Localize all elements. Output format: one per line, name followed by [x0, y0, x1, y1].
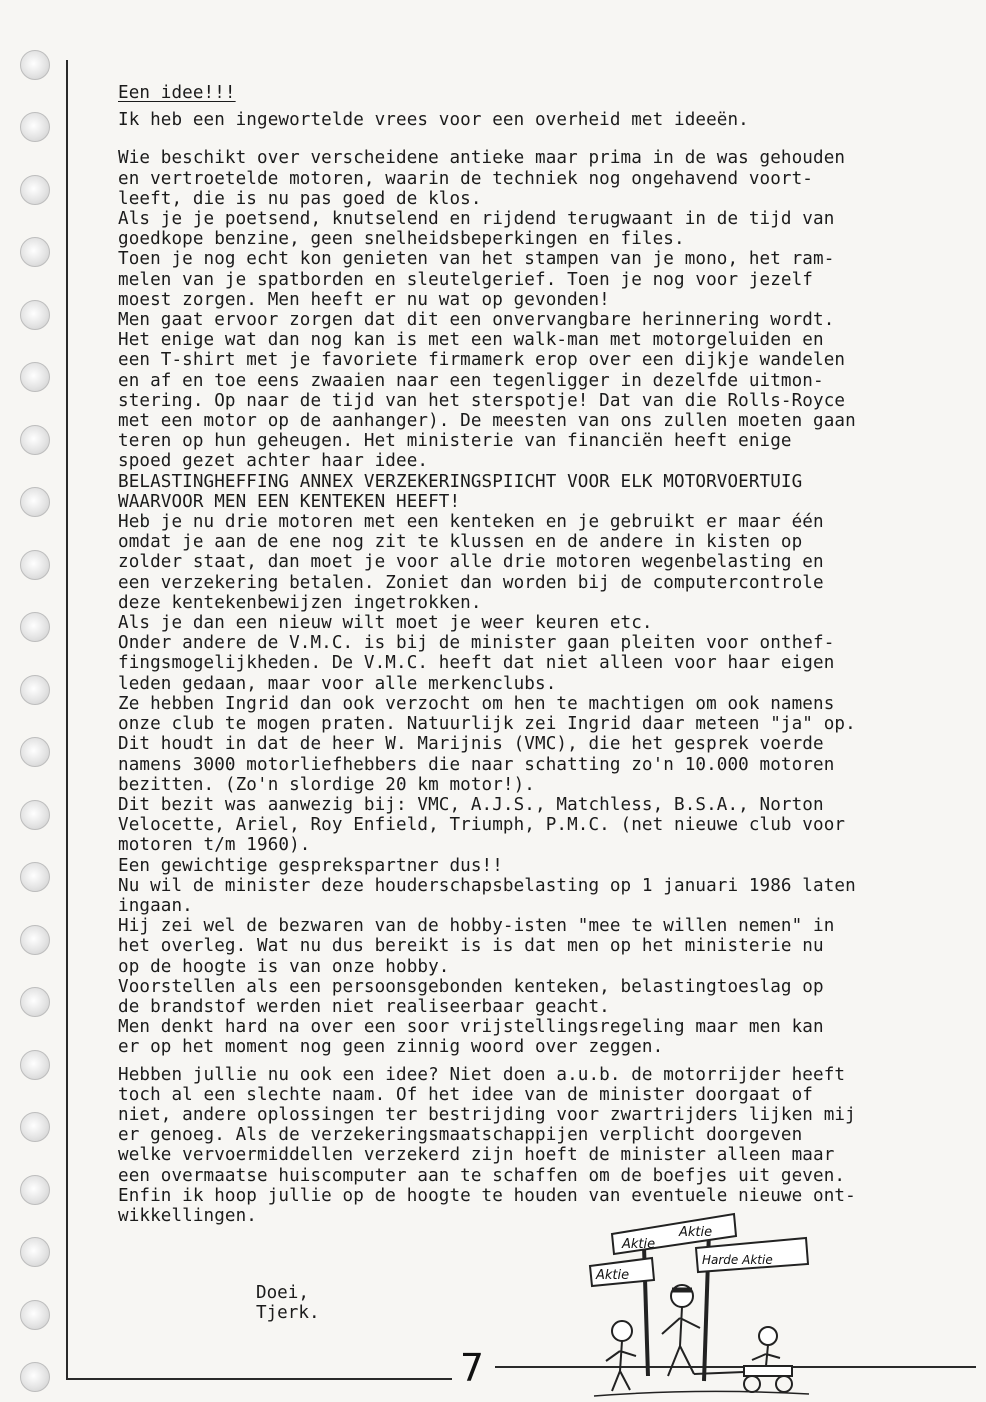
text-line: met een motor op de aanhanger). De meesten van ons zullen moeten gaan — [118, 411, 856, 432]
binder-hole — [20, 925, 50, 955]
binder-hole — [20, 1300, 50, 1330]
text-line: zolder staat, dan moet je voor alle drie motoren wegenbelasting en — [118, 552, 824, 573]
text-line: een overmaatse huiscomputer aan te schaffen om de boefjes uit geven. — [118, 1165, 846, 1186]
text-line: Toen je nog echt kon genieten van het stampen van je mono, het ram- — [118, 249, 835, 270]
binder-hole — [20, 737, 50, 767]
text-line: Een gewichtige gesprekspartner dus!! — [118, 855, 503, 876]
author: Tjerk. — [256, 1303, 320, 1324]
text-line: goedkope benzine, geen snelheidsbeperkingen en files. — [118, 229, 685, 250]
text-line: Hebben jullie nu ook een idee? Niet doen a.u.b. de motorrijder heeft — [118, 1064, 846, 1085]
text-line: WAARVOOR MEN EEN KENTEKEN HEEFT! — [118, 491, 461, 512]
text-line: namens 3000 motorliefhebbers die naar schatting zo'n 10.000 motoren — [118, 754, 835, 775]
binder-hole — [20, 175, 50, 205]
text-line: ingaan. — [118, 895, 193, 916]
text-line: stering. Op naar de tijd van het sterspotje! Dat van die Rolls-Royce — [118, 390, 846, 411]
sign-label: Aktie — [622, 1237, 656, 1252]
text-line: Onder andere de V.M.C. is bij de minister gaan pleiten voor onthef- — [118, 633, 835, 654]
binder-hole — [20, 237, 50, 267]
text-line: Als je dan een nieuw wilt moet je weer keuren etc. — [118, 613, 653, 634]
frame-bottom-rule — [66, 1378, 452, 1380]
binder-hole — [20, 362, 50, 392]
text-line: en vertroetelde motoren, waarin de techniek nog ongehavend voort- — [118, 168, 814, 189]
text-line: Dit houdt in dat de heer W. Marijnis (VMC), die het gesprek voerde — [118, 734, 824, 755]
binder-hole — [20, 550, 50, 580]
text-line: er op het moment nog geen zinnig woord over zeggen. — [118, 1037, 664, 1058]
protest-cartoon — [584, 1206, 814, 1402]
binder-hole — [20, 300, 50, 330]
text-line: spoed gezet achter haar idee. — [118, 451, 429, 472]
article-closing — [118, 1065, 968, 1227]
signoff: Doei, — [256, 1283, 309, 1303]
text-line: wikkellingen. — [118, 1205, 258, 1226]
text-line: een verzekering betalen. Zoniet dan worden bij de computercontrole — [118, 572, 824, 593]
binder-hole — [20, 112, 50, 142]
text-line: op de hoogte is van onze hobby. — [118, 956, 450, 977]
text-line: en af en toe eens zwaaien naar een tegenligger in dezelfde uitmon- — [118, 370, 824, 391]
sign-board — [696, 1238, 808, 1272]
text-line: Als je je poetsend, knutselend en rijdend terugwaant in de tijd van — [118, 209, 835, 230]
text-line: onze club te mogen praten. Natuurlijk zei Ingrid daar meteen "ja" op. — [118, 714, 856, 735]
text-line: moest zorgen. Men heeft er nu wat op gevonden! — [118, 289, 610, 310]
text-line: motoren t/m 1960). — [118, 835, 311, 856]
article-lead: Ik heb een ingewortelde vrees voor een overheid met ideeën. — [118, 110, 749, 131]
text-line: omdat je aan de ene nog zit te klussen en de andere in kisten op — [118, 532, 803, 553]
cartoon-figures — [594, 1285, 809, 1396]
binder-hole — [20, 675, 50, 705]
binder-hole — [20, 987, 50, 1017]
sign-board — [590, 1258, 654, 1286]
article-title: Een idee!!! — [118, 83, 236, 103]
text-line: Enfin ik hoop jullie op de hoogte te houden van eventuele nieuwe ont- — [118, 1185, 856, 1206]
binder-hole — [20, 50, 50, 80]
text-line: niet, andere oplossingen ter bestrijding voor zwartrijders lijken mij — [118, 1104, 856, 1125]
text-line: Ze hebben Ingrid dan ook verzocht om hen te machtigen om ook namens — [118, 693, 835, 714]
text-line: Men denkt hard na over een soor vrijstellingsregeling maar men kan — [118, 1017, 824, 1038]
text-line: fingsmogelijkheden. De V.M.C. heeft dat niet alleen voor haar eigen — [118, 653, 835, 674]
binder-holes — [20, 40, 50, 1390]
text-line: Men gaat ervoor zorgen dat dit een onvervangbare herinnering wordt. — [118, 310, 835, 331]
binder-hole — [20, 1050, 50, 1080]
text-line: Het enige wat dan nog kan is met een walk-man met motorgeluiden en — [118, 330, 824, 351]
signature — [256, 1283, 320, 1323]
binder-hole — [20, 1362, 50, 1392]
text-line: welke vervoermiddellen verzekerd zijn hoeft de minister alleen maar — [118, 1145, 835, 1166]
text-line: Voorstellen als een persoonsgebonden kenteken, belastingtoeslag op — [118, 976, 824, 997]
binder-hole — [20, 1237, 50, 1267]
text-line: Nu wil de minister deze houderschapsbelasting op 1 januari 1986 laten — [118, 875, 856, 896]
article-title-row — [118, 83, 968, 103]
text-line: deze kentekenbewijzen ingetrokken. — [118, 592, 482, 613]
text-line: leden gedaan, maar voor alle merkenclubs. — [118, 673, 557, 694]
frame-left-rule — [66, 60, 68, 1380]
text-line: bezitten. (Zo'n slordige 20 km motor!). — [118, 774, 536, 795]
text-line: toch al een slechte naam. Of het idee van de minister doorgaat of — [118, 1084, 814, 1105]
text-line: Hij zei wel de bezwaren van de hobby-isten "mee te willen nemen" in — [118, 916, 835, 937]
sign-label: Harde Aktie — [702, 1253, 773, 1267]
sign-label: Aktie — [596, 1268, 630, 1283]
binder-hole — [20, 1112, 50, 1142]
text-line: leeft, die is nu pas goed de klos. — [118, 188, 482, 209]
text-line: een T-shirt met je favoriete firmamerk erop over een dijkje wandelen — [118, 350, 846, 371]
article — [118, 83, 968, 1226]
binder-hole — [20, 1175, 50, 1205]
text-line: melen van je spatborden en sleutelgerief. Toen je nog voor jezelf — [118, 269, 814, 290]
text-line: Dit bezit was aanwezig bij: VMC, A.J.S., Matchless, B.S.A., Norton — [118, 794, 824, 815]
text-line: BELASTINGHEFFING ANNEX VERZEKERINGSPIICHT VOOR ELK MOTORVOERTUIG — [118, 471, 803, 492]
text-line: de brandstof werden niet realiseerbaar geacht. — [118, 996, 610, 1017]
text-line: er genoeg. Als de verzekeringsmaatschappijen verplicht doorgeven — [118, 1125, 803, 1146]
page-number: 7 — [459, 1346, 485, 1390]
text-line: Heb je nu drie motoren met een kenteken en je gebruikt er maar één — [118, 512, 824, 533]
binder-hole — [20, 425, 50, 455]
article-body — [118, 148, 968, 1057]
text-line: Velocette, Ariel, Roy Enfield, Triumph, P.M.C. (net nieuwe club voor — [118, 815, 846, 836]
text-line: het overleg. Wat nu dus bereikt is is dat men op het ministerie nu — [118, 936, 824, 957]
binder-hole — [20, 487, 50, 517]
binder-hole — [20, 800, 50, 830]
sign-label: Aktie — [679, 1225, 713, 1240]
text-line: teren op hun geheugen. Het ministerie van financiën heeft enige — [118, 431, 792, 452]
binder-hole — [20, 862, 50, 892]
text-line: Wie beschikt over verscheidene antieke maar prima in de was gehouden — [118, 148, 846, 169]
binder-hole — [20, 612, 50, 642]
